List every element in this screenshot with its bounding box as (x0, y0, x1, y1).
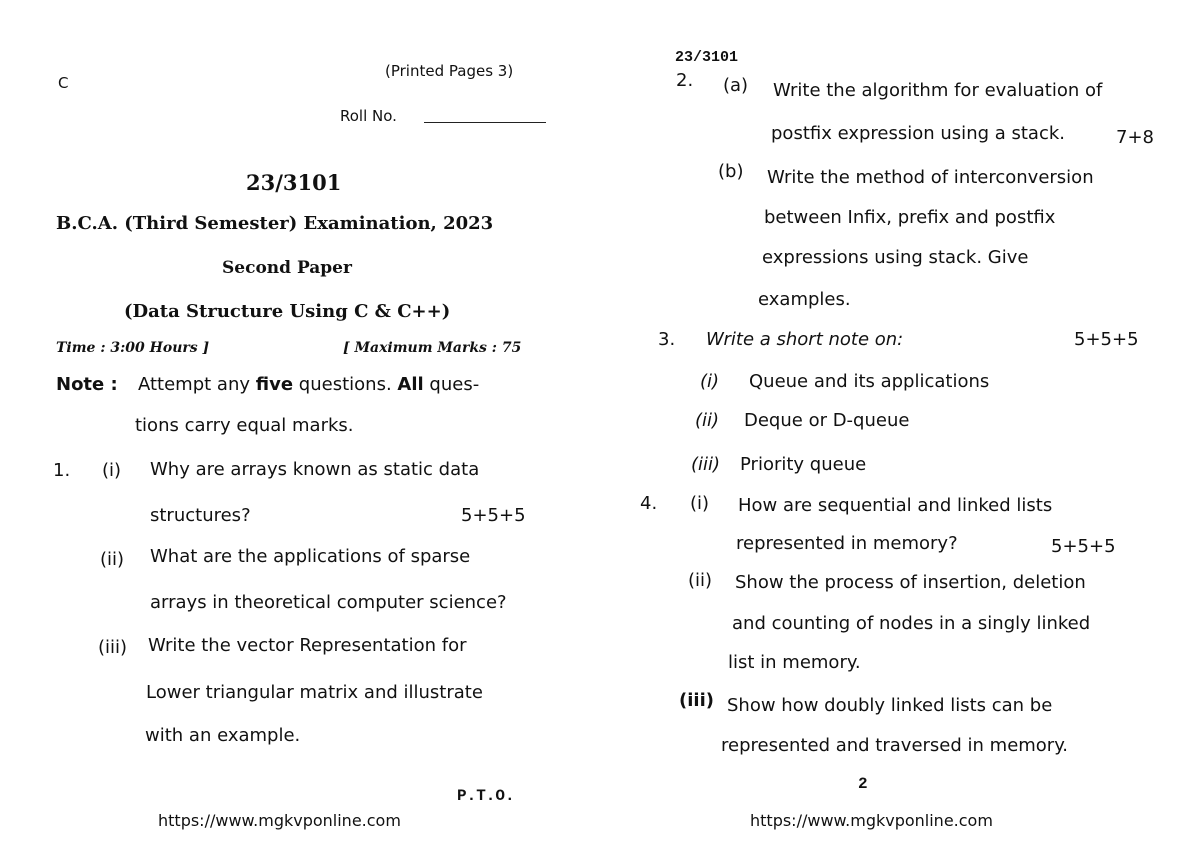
q4-ii-line2: and counting of nodes in a singly linked (732, 613, 1091, 634)
footer-url[interactable]: https://www.mgkvponline.com (158, 811, 401, 830)
q2-b-line4: examples. (758, 289, 851, 310)
pto-label: P.T.O. (457, 787, 515, 805)
q1-iii-line3: with an example. (145, 725, 301, 746)
q2-b-label: (b) (718, 161, 744, 182)
footer-url[interactable]: https://www.mgkvponline.com (750, 811, 993, 830)
paper-code: 23/3101 (246, 170, 342, 195)
q3-iii-text: Priority queue (740, 454, 867, 475)
q4-ii-line1: Show the process of insertion, deletion (735, 572, 1086, 593)
q1-iii-label: (iii) (98, 637, 128, 658)
q2-a-line2: postfix expression using a stack. (771, 123, 1066, 144)
q4-ii-label: (ii) (688, 570, 713, 591)
roll-no-line (424, 122, 546, 123)
q4-iii-line2: represented and traversed in memory. (721, 735, 1069, 756)
q1-i-line1: Why are arrays known as static data (150, 459, 480, 480)
q1-ii-label: (ii) (100, 549, 125, 570)
q3-ii-text: Deque or D-queue (744, 410, 910, 431)
q4-iii-label: (iii) (679, 690, 714, 711)
q1-i-line2: structures? (150, 505, 251, 526)
header-code: 23/3101 (675, 49, 739, 66)
page-number: 2 (858, 775, 868, 793)
exam-title: B.C.A. (Third Semester) Examination, 2023 (56, 213, 494, 234)
q1-ii-line1: What are the applications of sparse (150, 546, 471, 567)
q4-ii-line3: list in memory. (728, 652, 861, 673)
q3-iii-label: (iii) (691, 454, 721, 475)
paper-name: Second Paper (222, 258, 352, 278)
q2-a-line1: Write the algorithm for evaluation of (773, 80, 1103, 101)
time-label: Time : 3:00 Hours ] (56, 340, 210, 356)
q3-marks: 5+5+5 (1074, 329, 1139, 350)
q3-i-label: (i) (700, 371, 720, 392)
q2-marks: 7+8 (1116, 127, 1154, 148)
q1-marks: 5+5+5 (461, 505, 526, 526)
q3-ii-label: (ii) (695, 410, 720, 431)
q2-number: 2. (676, 70, 694, 91)
subject-title: (Data Structure Using C & C++) (124, 301, 451, 322)
q3-i-text: Queue and its applications (749, 371, 990, 392)
corner-mark: C (58, 74, 69, 92)
q4-number: 4. (640, 493, 658, 514)
q4-iii-line1: Show how doubly linked lists can be (727, 695, 1053, 716)
q4-i-line1: How are sequential and linked lists (738, 495, 1053, 516)
q2-b-line1: Write the method of interconversion (767, 167, 1094, 188)
q1-iii-line1: Write the vector Representation for (148, 635, 467, 656)
note-text: Attempt any five questions. All ques- (138, 374, 480, 395)
q1-i-label: (i) (102, 460, 122, 481)
q2-a-label: (a) (723, 75, 749, 96)
roll-no-label: Roll No. (340, 107, 397, 125)
q1-iii-line2: Lower triangular matrix and illustrate (146, 682, 483, 703)
note-label: Note : (56, 374, 118, 395)
q2-b-line2: between Infix, prefix and postfix (764, 207, 1056, 228)
printed-pages: (Printed Pages 3) (385, 62, 514, 80)
right-page (600, 0, 1200, 849)
q1-ii-line2: arrays in theoretical computer science? (150, 592, 507, 613)
q2-b-line3: expressions using stack. Give (762, 247, 1029, 268)
max-marks-label: [ Maximum Marks : 75 (343, 340, 522, 356)
q4-marks: 5+5+5 (1051, 536, 1116, 557)
q4-i-line2: represented in memory? (736, 533, 958, 554)
q1-number: 1. (53, 460, 71, 481)
q3-stem: Write a short note on: (706, 329, 904, 350)
note-text-line2: tions carry equal marks. (135, 415, 354, 436)
q4-i-label: (i) (690, 493, 710, 514)
q3-number: 3. (658, 329, 676, 350)
